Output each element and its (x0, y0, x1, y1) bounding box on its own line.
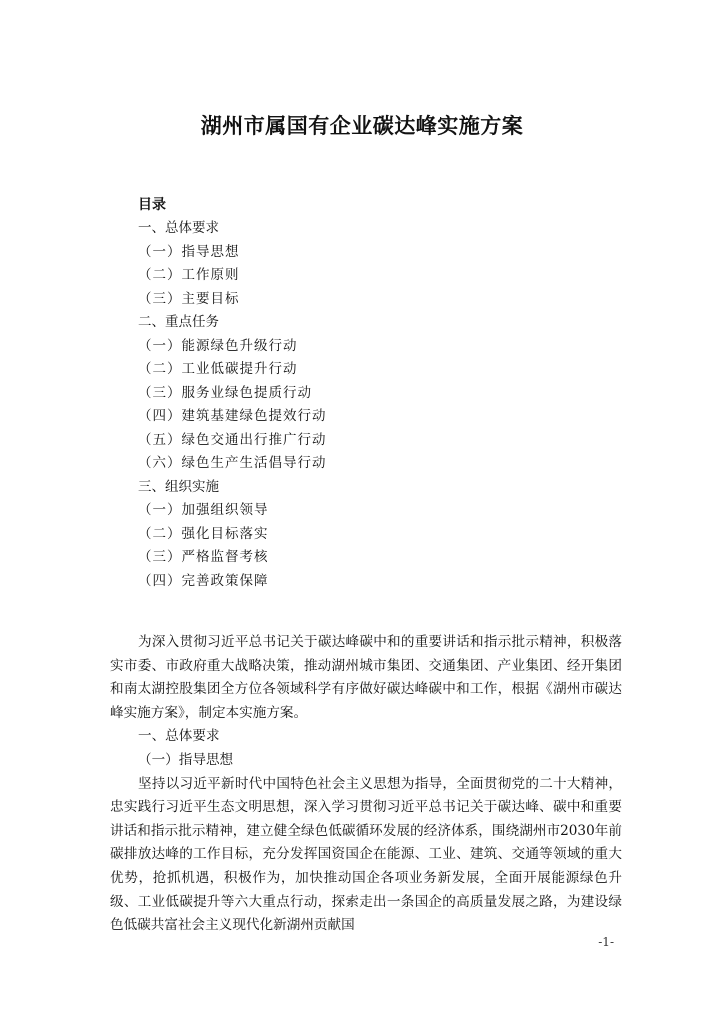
guiding-ideology-paragraph: 坚持以习近平新时代中国特色社会主义思想为指导，全面贯彻党的二十大精神，忠实践行习近平生态文明思想，深入学习贯彻习近平总书记关于碳达峰、碳中和重要讲话和指示批示精神，建立健全绿色低碳循环发展的经济体系，围绕湖州市2030年前碳排放达峰的工作目标，充分发挥国资国企在能源、工业、建筑、交通等领域的重大优势，抢抓机遇，积极作为，加快推动国企各项业务新发展，全面开展能源绿色升级、工业低碳提升等六大重点行动，探索走出一条国企的高质量发展之路，为建设绿色低碳共富社会主义现代化新湖州贡献国 (110, 775, 622, 934)
table-of-contents (138, 194, 558, 593)
intro-paragraph: 为深入贯彻习近平总书记关于碳达峰碳中和的重要讲话和指示批示精神，积极落实市委、市政府重大战略决策，推动湖州城市集团、交通集团、产业集团、经开集团和南太湖控股集团全方位各领域科学有序做好碳达峰碳中和工作，根据《湖州市碳达峰实施方案》，制定本实施方案。 (110, 634, 622, 721)
subsection-heading: （一）指导思想 (138, 751, 234, 768)
page-number: -1- (598, 935, 614, 949)
toc-item: 二、重点任务 (138, 314, 219, 330)
toc-item: （五）绿色交通出行推广行动 (138, 431, 327, 448)
toc-item: （三）主要目标 (138, 290, 240, 307)
toc-item: 三、组织实施 (138, 478, 219, 495)
toc-item: （一）能源绿色升级行动 (138, 337, 298, 354)
toc-item: （一）指导思想 (138, 243, 240, 260)
toc-item: （二）强化目标落实 (138, 525, 269, 542)
toc-item: （四）建筑基建绿色提效行动 (138, 408, 327, 424)
document-title: 湖州市属国有企业碳达峰实施方案 (200, 114, 524, 138)
toc-item: （三）严格监督考核 (138, 549, 269, 565)
toc-item: （六）绿色生产生活倡导行动 (138, 455, 327, 471)
toc-heading: 目录 (138, 197, 166, 213)
toc-list (138, 217, 558, 593)
toc-item: （四）完善政策保障 (138, 572, 269, 589)
toc-item: （三）服务业绿色提质行动 (138, 384, 312, 401)
toc-item: （二）工业低碳提升行动 (138, 361, 298, 377)
toc-item: 一、总体要求 (138, 220, 219, 236)
toc-item: （一）加强组织领导 (138, 502, 269, 518)
body-text (110, 631, 622, 938)
section-heading: 一、总体要求 (138, 728, 220, 745)
toc-item: （二）工作原则 (138, 267, 240, 283)
